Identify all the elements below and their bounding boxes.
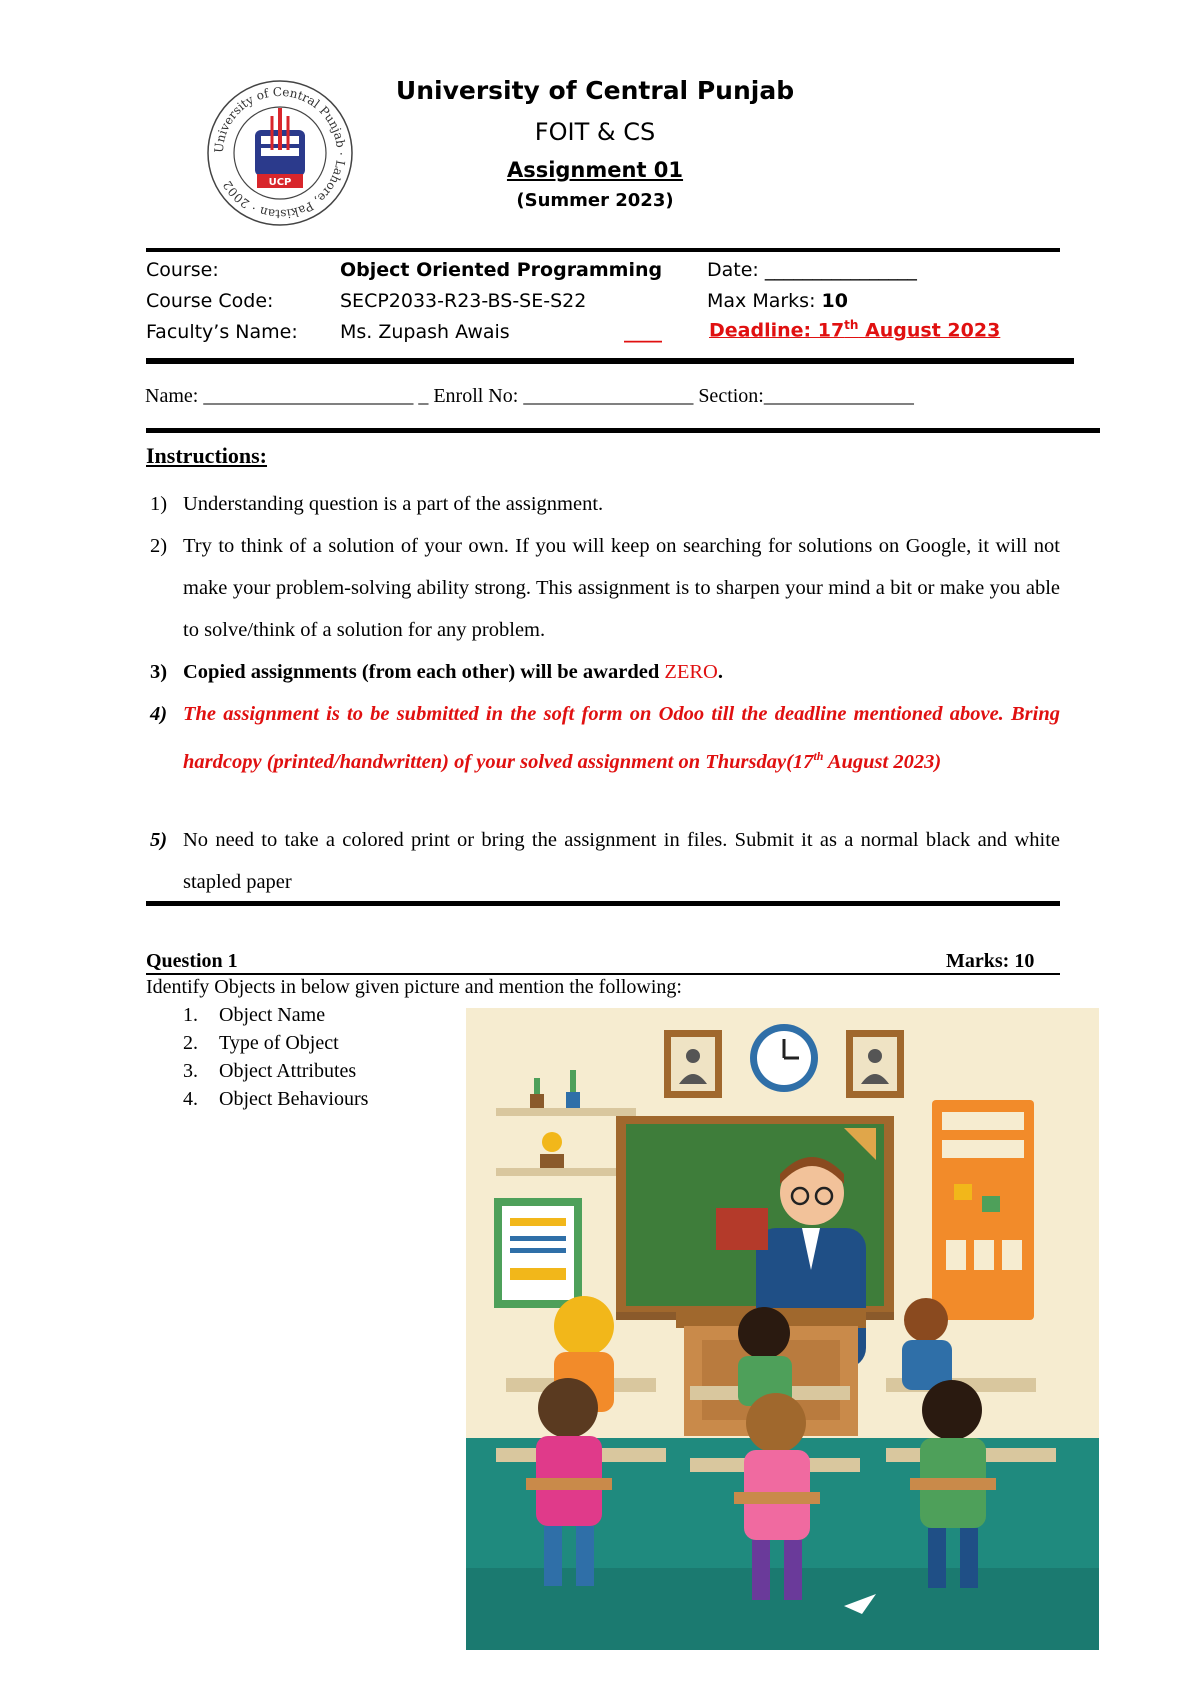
section-label: Section: (698, 385, 764, 407)
list-item (183, 1032, 339, 1055)
portrait-frame-right (846, 1030, 904, 1098)
max-marks (707, 290, 848, 312)
bulletin-board (494, 1198, 582, 1308)
max-marks-value: 10 (821, 290, 848, 312)
info-divider (146, 358, 1074, 364)
classroom-illustration (466, 1008, 1099, 1650)
name-blank: _____________________ _ (203, 385, 429, 407)
list-number: 3. (183, 1060, 198, 1082)
instruction-item (150, 483, 1060, 525)
list-item (183, 1060, 356, 1083)
instruction-item (150, 693, 1060, 819)
instructions-heading: Instructions: (146, 443, 268, 468)
instruction-item (150, 819, 1060, 903)
section-blank: _______________ (763, 385, 914, 407)
question-marks: Marks: 10 (946, 950, 1035, 972)
student-divider (146, 428, 1100, 433)
instruction-number: 4) (150, 703, 168, 725)
deadline-sup: th (844, 318, 859, 332)
notice-board (932, 1100, 1034, 1320)
list-text: Type of Object (219, 1032, 339, 1054)
list-text: Object Attributes (219, 1060, 357, 1082)
date-label: Date: (707, 259, 759, 281)
course-code-value: SECP2033-R23-BS-SE-S22 (340, 290, 587, 312)
question-label: Question 1 (146, 950, 238, 972)
instruction-item (150, 525, 1060, 651)
instruction-sup: th (813, 749, 824, 763)
instruction-text-end: . (717, 661, 723, 683)
top-divider (146, 248, 1060, 252)
max-marks-label: Max Marks: (707, 290, 816, 312)
list-item (183, 1088, 368, 1111)
faculty-label: Faculty’s Name: (146, 321, 298, 343)
deadline (709, 318, 1000, 341)
enroll-label: Enroll No: (433, 385, 519, 407)
instruction-number: 5) (150, 829, 168, 851)
list-text: Object Name (219, 1004, 326, 1026)
faculty-name: FOIT & CS (534, 118, 656, 146)
list-number: 4. (183, 1088, 198, 1110)
seal-ring-text: University of Central Punjab · Lahore, Pakistan · 2002 (211, 84, 349, 222)
date-blank: ________________ (764, 259, 917, 281)
date-field (707, 259, 917, 281)
list-number: 2. (183, 1032, 198, 1054)
instruction-text-end: August 2023) (823, 750, 942, 773)
course-code-label: Course Code: (146, 290, 274, 312)
faculty-blank: ____ (624, 321, 662, 343)
faculty-value: Ms. Zupash Awais (340, 321, 510, 343)
list-item (183, 1004, 325, 1027)
instruction-text (183, 693, 1060, 783)
instruction-text: Understanding question is a part of the assignment. (183, 493, 604, 515)
list-text: Object Behaviours (219, 1088, 369, 1110)
instruction-text-main: Copied assignments (from each other) will be awarded (183, 661, 665, 683)
deadline-prefix: Deadline: 17 (709, 319, 845, 342)
zero-emphasis: ZERO (664, 661, 718, 683)
student-details-line (145, 385, 914, 408)
instruction-text: No need to take a colored print or bring the assignment in files. Submit it as a normal black and white stapled paper (183, 829, 1060, 893)
instruction-number: 1) (150, 493, 168, 515)
university-seal (205, 78, 355, 228)
question-underline (146, 973, 1060, 975)
deadline-suffix: August 2023 (858, 319, 1001, 342)
name-label: Name: (145, 385, 199, 407)
wall-clock (750, 1024, 818, 1092)
list-number: 1. (183, 1004, 198, 1026)
instruction-text: Try to think of a solution of your own. If you will keep on searching for solutions on Google, it will not make your problem-solving ability strong. This assignment is to sharpen your mind a bit or make you able to solve/think of a solution for any problem. (183, 535, 1060, 641)
assignment-title-text: Assignment 01 (506, 158, 684, 182)
assignment-term: (Summer 2023) (516, 190, 674, 211)
instruction-number: 3) (150, 661, 168, 683)
assignment-title (360, 158, 830, 182)
portrait-frame-left (664, 1030, 722, 1098)
question-description: Identify Objects in below given picture and mention the following: (146, 976, 682, 998)
seal-initials: UCP (268, 177, 292, 188)
enroll-blank: _________________ (523, 385, 694, 407)
instruction-text-main: The assignment is to be submitted in the soft form on Odoo till the deadline mentioned above. Bring hardcopy (printed/handwritten) of your solved assignment on Thursday(17 (183, 703, 1060, 773)
instruction-text (183, 651, 1060, 693)
instructions-divider (146, 901, 1060, 906)
course-label: Course: (146, 259, 219, 281)
instruction-item (150, 651, 1060, 693)
course-value: Object Oriented Programming (340, 259, 663, 281)
instruction-number: 2) (150, 535, 168, 557)
university-name: University of Central Punjab (395, 76, 795, 105)
